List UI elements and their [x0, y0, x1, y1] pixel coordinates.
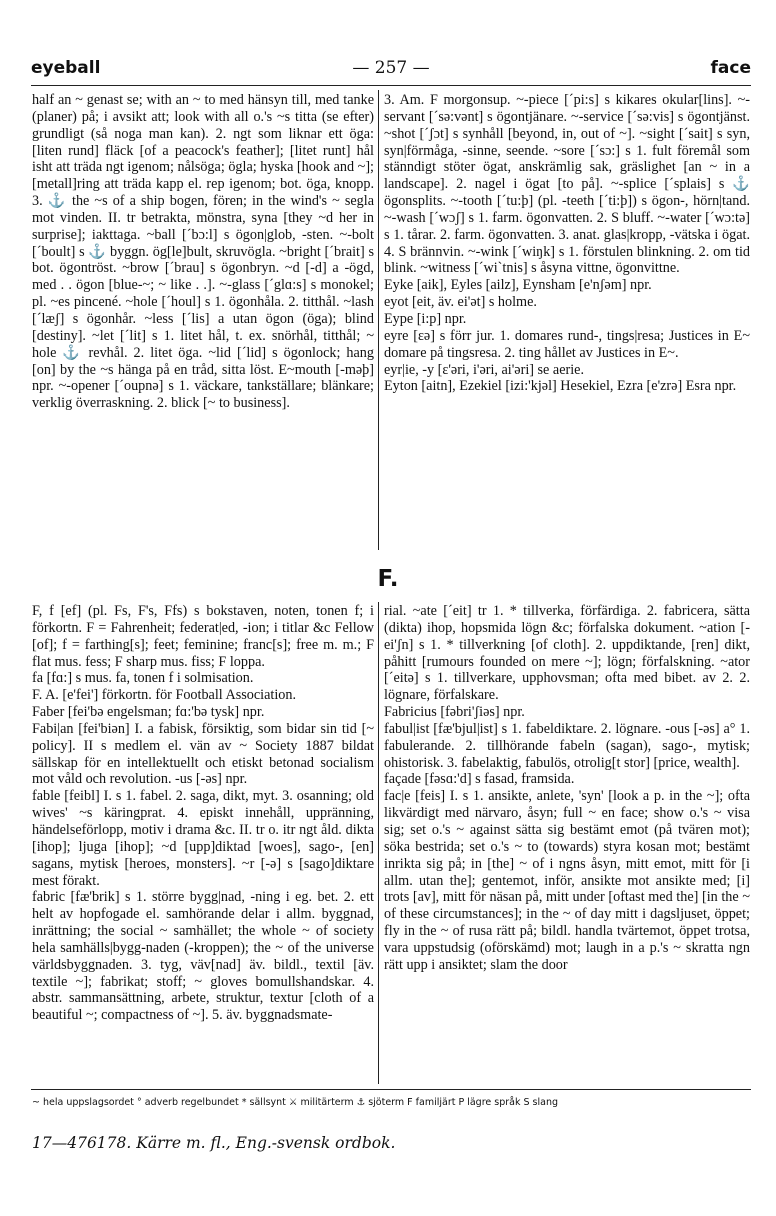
entry-paragraph: eyr|ie, -y [ɛ'əri, i'əri, ai'əri] se aerie. — [384, 361, 585, 378]
entry-paragraph: façade [fəsɑ:'d] s fasad, framsida. — [384, 771, 575, 788]
entry-paragraph: Fabi|an [fei'biən] I. a fabisk, försiktig, som bidar sin tid [~ policy]. II s medlem el. vän av ~ Society 1887 bildat sällskap för en intellektuellt och etiskt betonad socialism mot våld och revolution. -us [-əs] npr. — [32, 720, 374, 788]
entry-paragraph: fabric [fæ'brik] s 1. större bygg|nad, -ning i eg. bet. 2. ett helt av hopfogade el. samhörande delar i allm. byggnad, inrättning; the social ~ samhället; the whole ~ of society hela samhälls|bygg-naden (-kroppen); the ~ of the universe världsbyggnaden. 3. tyg, väv[nad] äv. bildl., textil [äv. textile ~]; fabrikat; stoff; ~ gloves bomullshandskar. 4. abstr. sammansättning, arbete, struktur, textur [cloth of a beautiful ~; compactness of ~]. 5. äv. byggnadsmate- — [32, 889, 374, 1024]
entry-paragraph: fac|e [feis] I. s 1. ansikte, anlete, 'syn' [look a p. in the ~]; ofta likvärdigt med närvaro, åsyn; full ~ en face; show o.'s ~ visa sig; set o.'s ~ against sätta sig bestämt emot (på tvären mot); söka bestrida; set o.'s ~ to (towards) styra kosan mot; bestämt inrikta sig på; in [the] ~ of i ngns åsyn, mitt emot, mitt för [i allm. utan the]; gentemot, inför, ansikte mot ansikte med; [i] trots [av], mitt för näsan på, mitt under [oftast med the] [in the ~ of these circumstances]; in the ~ of day mitt i dagsljuset, öppet; fly in the ~ of rusa rätt på; bildl. handla tvärtemot, öppet trotsa, vara uppstudsig (oförskämd) mot; laugh in a p.'s ~ skratta ngn rätt upp i ansiktet; slam the door — [384, 788, 750, 973]
column-bottom-left — [32, 603, 374, 1024]
column-top-left — [32, 92, 374, 412]
entry-paragraph: eyre [ɛə] s förr jur. 1. domares rund-, tings|resa; Justices in E~ domare på tingsresa. 2. ting hållet av Justices in E~. — [384, 327, 750, 361]
entry-paragraph: Fabricius [fəbri'ʃiəs] npr. — [384, 704, 525, 721]
column-divider-top — [378, 90, 379, 550]
entry-paragraph: rial. ~ate [´eit] tr 1. * tillverka, förfärdiga. 2. fabricera, sätta (dikta) ihop, hopsmida lögn &c; förfalska dokument. ~ation [-ei'ʃn] s 1. * tillverkning [of cloth]. 2. uppdiktande, [ren] dikt, påhitt [rumours founded on mere ~]; lögn; förfalskning. ~ator [´eitə] s 1. tillverkare, upphovsman; ofta med bibet. av 2. 2. lögnare, förfalskare. — [384, 603, 750, 704]
entry-paragraph: fable [feibl] I. s 1. fabel. 2. saga, dikt, myt. 3. osanning; old wives' ~s käringprat. 4. episkt innehåll, uppränning, händelseförlopp, motiv i drama &c. II. tr o. itr ngt åld. dikta [ihop]; ljuga [ihop]; ~d [upp]diktad [woes], sago-, [en] sagans, mytisk [heroes, monsters]. ~r [-ə] s [sago]diktare mest förakt. — [32, 788, 374, 889]
header-rule — [31, 85, 751, 86]
entry-paragraph: Eyke [aik], Eyles [ailz], Eynsham [e'nʃəm] npr. — [384, 277, 652, 294]
page-number: — 257 — — [352, 58, 430, 78]
right-guide-word: face — [710, 58, 751, 78]
entry-paragraph: F, f [ef] (pl. Fs, F's, Ffs) s bokstaven, noten, tonen f; i förkortn. F = Fahrenheit; federat|ed, -ion; i titlar &c Fellow [of]; f = farthing[s]; feet; feminine; franc[s]; free m. m.; F flat mus. fess; F sharp mus. fiss; F loppa. — [32, 603, 374, 670]
entry-paragraph: 3. Am. F morgonsup. ~-piece [´pi:s] s kikares okular[lins]. ~-servant [´sə:vənt] s ögontjänare. ~-service [´sə:vis] s ögontjänst. ~shot [´ʃɔt] s synhåll [beyond, in, out of ~]. ~sight [´sait] s syn, syn|förmåga, -sinne, seende. ~sore [´sɔ:] s 1. fult föremål som stänndigt stöter ögat, anskrämlig sak, gräslighet [an ~ in a landscape]. 2. nagel i ögat [to på]. ~-splice [´splais] s ⚓ ögonsplits. ~-tooth [´tu:þ] (pl. -teeth [´ti:þ]) s ögon-, hörn|tand. ~-wash [´wɔʃ] s 1. farm. ögonvatten. 2. S bluff. ~-water [´wɔ:tə] s 1. tårar. 2. farm. ögonvatten. 3. anat. glas|kropp, -vätska i ögat. 4. S brännvin. ~-wink [´wiŋk] s 1. förstulen blinkning. 2. om tid blink. ~witness [´wi`tnis] s åsyna vittne, ögonvittne. — [384, 92, 750, 277]
left-guide-word: eyeball — [31, 58, 101, 78]
entry-paragraph: fa [fɑ:] s mus. fa, tonen f i solmisation. — [32, 670, 254, 687]
column-top-right — [384, 92, 750, 395]
column-divider-bottom — [378, 602, 379, 1084]
column-bottom-right — [384, 603, 750, 974]
footer-rule — [31, 1089, 751, 1090]
entry-paragraph: half an ~ genast se; with an ~ to med hänsyn till, med tanke (planer) på; i avsikt att; look with all o.'s ~s titta (se efter) grundligt (så noga man kan). 2. ngt som liknar ett öga: [liten rund] fläck [of a peacock's feather]; [litet runt] hål isht att träda ngt igenom; nålsöga; ögla; hyska [hook and ~]; [metall]ring att träda kapp el. rep igenom; bot. öga, knopp. 3. ⚓ the ~s of a ship bogen, fören; in the wind's ~ segla mot vinden. II. tr betrakta, mönstra, syna [they ~d her in surprise]; iakttaga. ~ball [´bɔ:l] s ögon|glob, -sten. ~-bolt [´boult] s ⚓ byggn. ög[le]bult, skruvögla. ~bright [´brait] s bot. ögontröst. ~brow [´brau] s ögonbryn. ~d [-d] a -ögd, med . . ögon [blue-~; ~ like . .]. ~-glass [´glɑ:s] s monokel; pl. ~es pincené. ~hole [´houl] s 1. ögonhåla. 2. titthål. ~lash [´læʃ] s ögonhår. ~less [´lis] a utan ögon (öga); blind [destiny]. ~let [´lit] s 1. litet hål, t. ex. snörhål, titthål; ~ hole ⚓ revhål. 2. litet öga. ~lid [´lid] s ögonlock; hang [on] by the ~s hänga på en tråd, sitta löst. E~mouth [-məþ] npr. ~-opener [´oupnə] s 1. väckare, tankställare; blänkare; verklig överraskning. 2. blick [~ to business]. — [32, 92, 374, 412]
entry-paragraph: Eype [i:p] npr. — [384, 310, 467, 327]
entry-paragraph: Eyton [aitn], Ezekiel [izi:'kjəl] Hesekiel, Ezra [e'zrə] Esra npr. — [384, 378, 737, 395]
page-header — [31, 58, 751, 82]
entry-paragraph: Faber [fei'bə engelsman; fɑ:'bə tysk] npr. — [32, 704, 265, 721]
footer-signature: 17—476178. Kärre m. fl., Eng.-svensk ordbok. — [32, 1134, 396, 1152]
entry-paragraph: fabul|ist [fæ'bjul|ist] s 1. fabeldiktare. 2. lögnare. -ous [-əs] a° 1. fabulerande. 2. tillhörande fabeln (sagan), sago-, mytisk; ohistorisk. 3. fabelaktig, fabulös, otrolig[t stor] [price, wealth]. — [384, 720, 750, 771]
section-letter: F. — [377, 566, 399, 592]
entry-paragraph: F. A. [e'fei'] förkortn. för Football Association. — [32, 687, 297, 704]
abbreviation-legend: ~ hela uppslagsordet ° adverb regelbundet * sällsynt ⚔ militärterm ⚓ sjöterm F familjärt P lägre språk S slang — [32, 1097, 559, 1108]
entry-paragraph: eyot [eit, äv. ei'ət] s holme. — [384, 294, 537, 311]
